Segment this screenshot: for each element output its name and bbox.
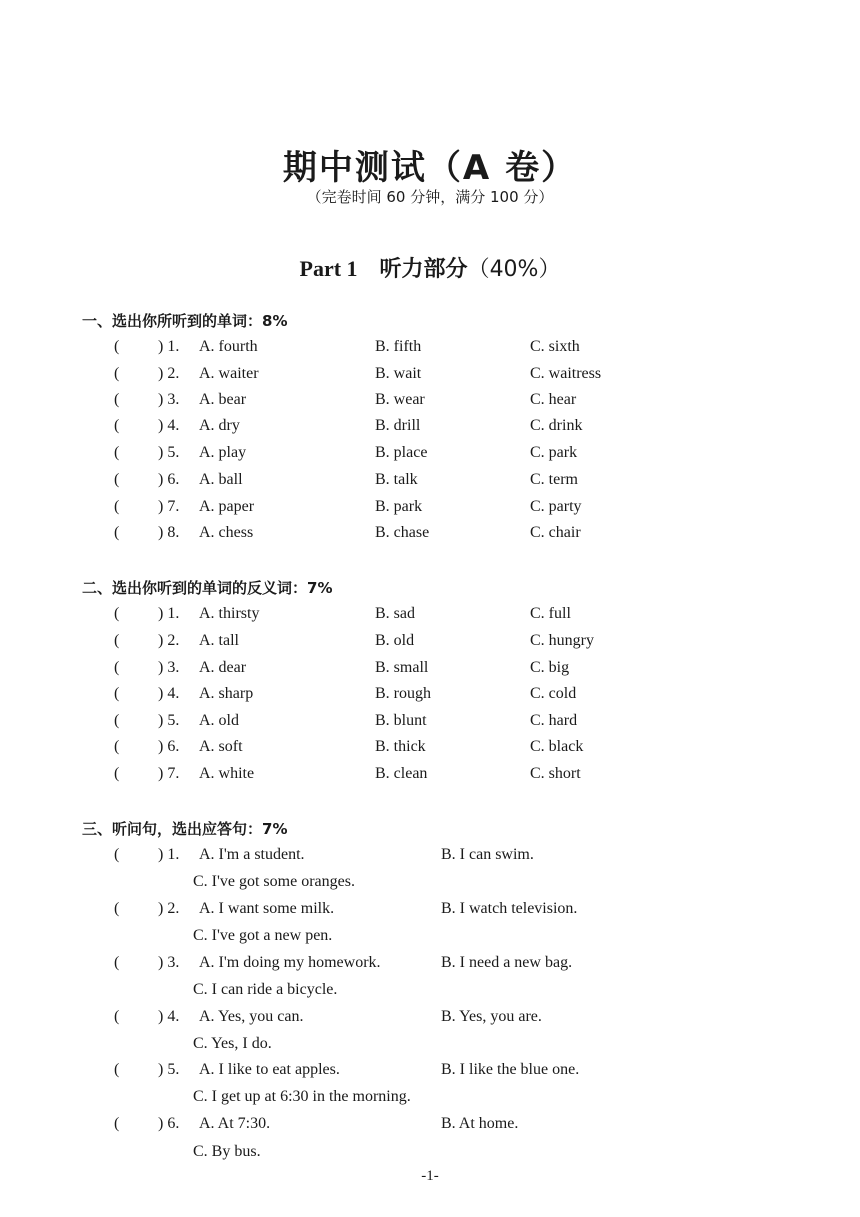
option-c: C. hungry [530, 632, 594, 649]
answer-bracket: ( [114, 1061, 120, 1078]
question-number: ) 8. [158, 524, 180, 541]
answer-bracket: ( [114, 632, 120, 649]
option-a: A. fourth [199, 338, 258, 355]
part-title: 听力部分 [379, 257, 468, 282]
option-b: B. small [375, 659, 429, 676]
answer-bracket: ( [114, 846, 120, 863]
option-b: B. I need a new bag. [441, 954, 573, 971]
option-c: C. Yes, I do. [193, 1035, 272, 1052]
option-b: B. At home. [441, 1115, 519, 1132]
question-number: ) 6. [158, 738, 180, 755]
option-a: A. old [199, 712, 239, 729]
option-c: C. black [530, 738, 584, 755]
option-a: A. dry [199, 417, 240, 434]
answer-bracket: ( [114, 605, 120, 622]
question-number: ) 3. [158, 659, 180, 676]
option-b: B. Yes, you are. [441, 1008, 542, 1025]
option-a: A. I want some milk. [199, 900, 335, 917]
answer-bracket: ( [114, 338, 120, 355]
option-a: A. soft [199, 738, 243, 755]
option-b: B. I watch television. [441, 900, 578, 917]
option-c: C. cold [530, 685, 577, 702]
option-b: B. old [375, 632, 415, 649]
option-b: B. I can swim. [441, 846, 534, 863]
section-heading: 一、选出你所听到的单词：8% [82, 312, 288, 330]
page-title: 期中测试（A 卷） [282, 148, 578, 188]
question-number: ) 2. [158, 900, 180, 917]
answer-bracket: ( [114, 685, 120, 702]
answer-bracket: ( [114, 954, 120, 971]
option-c: C. waitress [530, 365, 602, 382]
option-a: A. tall [199, 632, 239, 649]
question-number: ) 7. [158, 498, 180, 515]
option-b: B. wear [375, 391, 425, 408]
option-c: C. I've got a new pen. [193, 927, 333, 944]
question-number: ) 4. [158, 417, 180, 434]
option-b: B. clean [375, 765, 428, 782]
answer-bracket: ( [114, 417, 120, 434]
option-a: A. bear [199, 391, 247, 408]
option-a: A. I'm a student. [199, 846, 305, 863]
question-number: ) 5. [158, 444, 180, 461]
option-c: C. park [530, 444, 578, 461]
answer-bracket: ( [114, 1115, 120, 1132]
option-b: B. thick [375, 738, 426, 755]
option-b: B. wait [375, 365, 422, 382]
section-heading: 三、听问句，选出应答句：7% [82, 820, 288, 838]
option-b: B. sad [375, 605, 415, 622]
option-b: B. chase [375, 524, 430, 541]
option-a: A. thirsty [199, 605, 260, 622]
answer-bracket: ( [114, 524, 120, 541]
answer-bracket: ( [114, 391, 120, 408]
option-b: B. drill [375, 417, 421, 434]
question-number: ) 4. [158, 1008, 180, 1025]
option-b: B. park [375, 498, 423, 515]
question-number: ) 3. [158, 391, 180, 408]
option-c: C. chair [530, 524, 581, 541]
question-number: ) 6. [158, 471, 180, 488]
option-a: A. Yes, you can. [199, 1008, 304, 1025]
page-number: -1- [421, 1168, 439, 1184]
answer-bracket: ( [114, 471, 120, 488]
option-c: C. party [530, 498, 582, 515]
option-a: A. ball [199, 471, 243, 488]
option-c: C. hear [530, 391, 577, 408]
option-b: B. talk [375, 471, 418, 488]
answer-bracket: ( [114, 1008, 120, 1025]
part-label: Part 1 [299, 256, 358, 281]
option-c: C. I get up at 6:30 in the morning. [193, 1088, 411, 1105]
option-c: C. big [530, 659, 570, 676]
option-a: A. sharp [199, 685, 254, 702]
page-subtitle: （完卷时间 60 分钟，满分 100 分） [306, 188, 554, 206]
option-a: A. paper [199, 498, 255, 515]
option-c: C. I've got some oranges. [193, 873, 355, 890]
option-a: A. white [199, 765, 255, 782]
option-b: B. I like the blue one. [441, 1061, 580, 1078]
option-c: C. I can ride a bicycle. [193, 981, 338, 998]
question-number: ) 7. [158, 765, 180, 782]
option-a: A. At 7:30. [199, 1115, 271, 1132]
question-number: ) 1. [158, 846, 180, 863]
answer-bracket: ( [114, 765, 120, 782]
option-c: C. hard [530, 712, 578, 729]
part-heading [0, 252, 860, 283]
option-b: B. rough [375, 685, 431, 702]
part-percent: （40%） [467, 257, 561, 282]
answer-bracket: ( [114, 365, 120, 382]
option-a: A. I like to eat apples. [199, 1061, 340, 1078]
option-a: A. chess [199, 524, 254, 541]
option-c: C. term [530, 471, 578, 488]
answer-bracket: ( [114, 738, 120, 755]
question-number: ) 3. [158, 954, 180, 971]
option-c: C. full [530, 605, 571, 622]
question-number: ) 2. [158, 632, 180, 649]
question-number: ) 6. [158, 1115, 180, 1132]
question-number: ) 1. [158, 605, 180, 622]
option-c: C. sixth [530, 338, 580, 355]
option-a: A. dear [199, 659, 247, 676]
question-number: ) 5. [158, 712, 180, 729]
question-number: ) 5. [158, 1061, 180, 1078]
answer-bracket: ( [114, 498, 120, 515]
option-a: A. waiter [199, 365, 259, 382]
question-number: ) 4. [158, 685, 180, 702]
option-b: B. blunt [375, 712, 427, 729]
answer-bracket: ( [114, 712, 120, 729]
option-a: A. I'm doing my homework. [199, 954, 381, 971]
answer-bracket: ( [114, 659, 120, 676]
option-b: B. place [375, 444, 428, 461]
option-a: A. play [199, 444, 247, 461]
answer-bracket: ( [114, 900, 120, 917]
answer-bracket: ( [114, 444, 120, 461]
question-number: ) 1. [158, 338, 180, 355]
section-heading: 二、选出你听到的单词的反义词：7% [82, 579, 333, 597]
option-b: B. fifth [375, 338, 422, 355]
option-c: C. drink [530, 417, 583, 434]
question-number: ) 2. [158, 365, 180, 382]
option-c: C. By bus. [193, 1143, 261, 1160]
option-c: C. short [530, 765, 581, 782]
